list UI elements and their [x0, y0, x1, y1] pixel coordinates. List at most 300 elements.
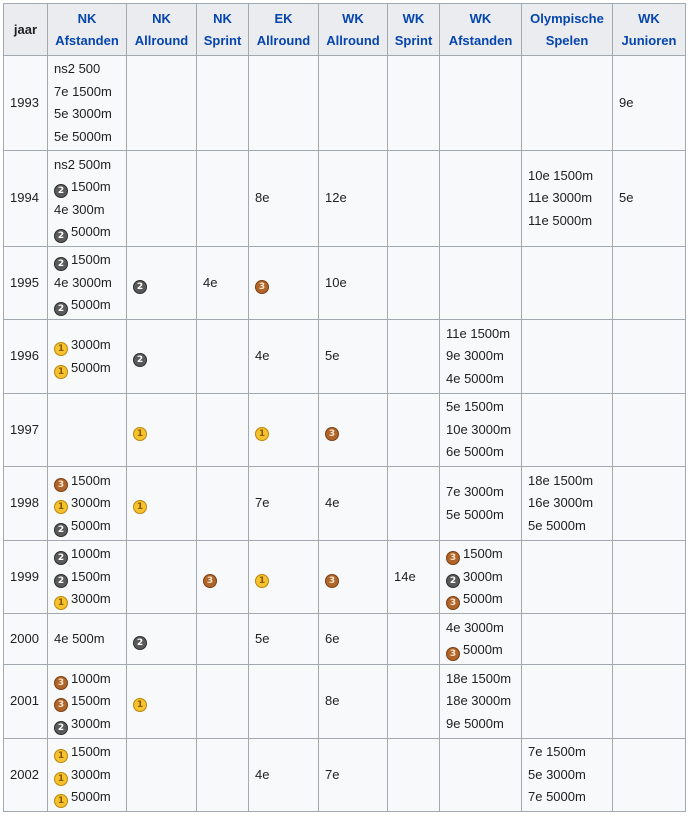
- result-text: 3000m: [463, 568, 503, 584]
- gold-medal-icon: 1: [54, 772, 68, 786]
- silver-medal-icon: 2: [54, 574, 68, 588]
- result-text: ns2 500: [54, 61, 101, 76]
- result-cell: [319, 56, 388, 151]
- result-entry: [325, 764, 381, 787]
- result-text: 7e: [325, 766, 340, 782]
- result-entry: [528, 786, 606, 809]
- result-entry: [394, 566, 433, 589]
- bronze-medal-icon: 3: [54, 676, 68, 690]
- result-cell: [440, 665, 522, 739]
- result-entry: [54, 81, 120, 104]
- header-wk-allround[interactable]: [319, 4, 388, 56]
- result-cell: [319, 614, 388, 665]
- result-cell: [440, 320, 522, 394]
- bronze-medal-icon: 3: [203, 574, 217, 588]
- bronze-medal-icon: 3: [325, 427, 339, 441]
- header-link-line2[interactable]: Afstanden: [55, 32, 119, 48]
- result-entry: [446, 617, 515, 640]
- header-link-line1[interactable]: WK: [638, 10, 660, 26]
- result-text: 5000m: [463, 642, 503, 657]
- result-text: 5e 1500m: [446, 399, 504, 415]
- result-entry: [446, 504, 515, 527]
- bronze-medal-icon: 3: [446, 647, 460, 661]
- result-entry: [255, 628, 312, 651]
- header-nk-afstanden[interactable]: [48, 4, 127, 56]
- result-cell: [197, 247, 249, 320]
- year-cell: 1993: [4, 56, 48, 151]
- result-cell: [127, 541, 197, 614]
- result-text: 8e: [255, 190, 270, 206]
- result-text: 9e 3000m: [446, 348, 504, 364]
- result-cell: [319, 247, 388, 320]
- result-cell: [249, 394, 319, 467]
- result-cell: [522, 56, 613, 151]
- result-cell: [127, 467, 197, 541]
- result-text: 8e: [325, 693, 340, 709]
- result-text: 18e 3000m: [446, 693, 512, 709]
- result-cell: [197, 665, 249, 739]
- result-cell: [613, 394, 686, 467]
- gold-medal-icon: 1: [133, 500, 147, 514]
- result-text: 6e 5000m: [446, 444, 504, 460]
- result-text: 7e 5000m: [528, 789, 586, 805]
- result-cell: [388, 614, 440, 665]
- result-entry: [133, 272, 190, 295]
- year-cell: 1995: [4, 247, 48, 320]
- result-cell: [388, 247, 440, 320]
- header-link-line2[interactable]: Allround: [134, 32, 189, 48]
- header-wk-afstanden[interactable]: [440, 4, 522, 56]
- result-text: 5e 5000m: [54, 128, 112, 144]
- result-cell: [522, 467, 613, 541]
- header-link-line2[interactable]: Sprint: [203, 32, 242, 48]
- result-entry: [255, 187, 312, 210]
- result-cell: [319, 739, 388, 812]
- result-text: 11e 5000m: [528, 212, 593, 228]
- result-entry: [528, 764, 606, 787]
- result-cell: [249, 541, 319, 614]
- year-cell: 2002: [4, 739, 48, 812]
- silver-medal-icon: 2: [54, 302, 68, 316]
- result-cell: [319, 541, 388, 614]
- result-entry: [446, 481, 515, 504]
- result-text: 5e: [325, 348, 340, 364]
- result-cell: [127, 247, 197, 320]
- header-nk-sprint[interactable]: [197, 4, 249, 56]
- result-cell: [48, 320, 127, 394]
- result-entry: [446, 639, 515, 662]
- result-entry: [325, 187, 381, 210]
- result-text: 3000m: [71, 337, 111, 352]
- result-cell: [249, 320, 319, 394]
- gold-medal-icon: 1: [255, 574, 269, 588]
- result-entry: [446, 588, 515, 611]
- result-text: 1500m: [71, 179, 111, 194]
- bronze-medal-icon: 3: [446, 551, 460, 565]
- result-entry: [446, 396, 515, 419]
- table-row: [4, 541, 686, 614]
- result-entry: [446, 419, 515, 442]
- result-cell: [319, 320, 388, 394]
- result-cell: [388, 541, 440, 614]
- result-cell: [440, 541, 522, 614]
- result-cell: [249, 665, 319, 739]
- result-text: 3000m: [71, 715, 111, 731]
- result-entry: [133, 492, 190, 515]
- result-cell: [197, 320, 249, 394]
- gold-medal-icon: 1: [255, 427, 269, 441]
- result-entry: [528, 187, 606, 210]
- result-cell: [388, 467, 440, 541]
- result-cell: [440, 151, 522, 247]
- result-text: 5000m: [71, 789, 111, 805]
- silver-medal-icon: 2: [133, 280, 147, 294]
- result-entry: [54, 668, 120, 691]
- header-link-line2[interactable]: Sprint: [394, 32, 433, 48]
- result-entry: [54, 786, 120, 809]
- result-text: 6e: [325, 630, 340, 646]
- result-entry: [133, 419, 190, 442]
- result-cell: [319, 467, 388, 541]
- header-link-line2[interactable]: Spelen: [545, 32, 589, 48]
- result-entry: [325, 272, 381, 295]
- silver-medal-icon: 2: [54, 523, 68, 537]
- gold-medal-icon: 1: [133, 427, 147, 441]
- result-entry: [54, 713, 120, 736]
- result-text: 1000m: [71, 546, 111, 562]
- silver-medal-icon: 2: [54, 551, 68, 565]
- result-text: 9e 5000m: [446, 715, 504, 731]
- result-entry: [325, 492, 381, 515]
- gold-medal-icon: 1: [133, 698, 147, 712]
- result-entry: [203, 272, 242, 295]
- result-cell: [388, 56, 440, 151]
- result-text: 12e: [325, 190, 347, 206]
- result-cell: [197, 614, 249, 665]
- result-entry: [446, 543, 515, 566]
- result-cell: [388, 665, 440, 739]
- result-text: 5e 3000m: [528, 766, 586, 782]
- silver-medal-icon: 2: [133, 636, 147, 650]
- result-text: 5e: [255, 630, 270, 646]
- result-cell: [48, 151, 127, 247]
- result-entry: [54, 294, 120, 317]
- result-cell: [249, 739, 319, 812]
- year-cell: 1997: [4, 394, 48, 467]
- result-cell: [522, 151, 613, 247]
- result-text: 5000m: [71, 359, 111, 375]
- result-cell: [388, 320, 440, 394]
- result-cell: [522, 320, 613, 394]
- result-entry: [54, 543, 120, 566]
- result-entry: [133, 690, 190, 713]
- result-text: 1500m: [71, 693, 111, 709]
- result-entry: [54, 515, 120, 538]
- result-entry: [54, 470, 120, 493]
- result-entry: [255, 419, 312, 442]
- result-entry: [255, 566, 312, 589]
- result-cell: [613, 320, 686, 394]
- header-link-line1[interactable]: WK: [469, 10, 492, 26]
- result-cell: [48, 665, 127, 739]
- silver-medal-icon: 2: [446, 574, 460, 588]
- result-cell: [522, 614, 613, 665]
- result-entry: [446, 345, 515, 368]
- result-text: 4e 5000m: [446, 370, 504, 386]
- result-text: 7e 1500m: [528, 744, 586, 760]
- table-row: [4, 665, 686, 739]
- result-entry: [528, 165, 606, 188]
- result-entry: [255, 272, 312, 295]
- result-cell: [522, 394, 613, 467]
- result-entry: [54, 588, 120, 611]
- result-cell: [197, 56, 249, 151]
- header-wk-junioren[interactable]: [613, 4, 686, 56]
- result-entry: [446, 323, 515, 346]
- result-entry: [203, 566, 242, 589]
- result-entry: [54, 176, 120, 199]
- result-cell: [522, 541, 613, 614]
- header-link-line1[interactable]: NK: [152, 10, 171, 26]
- result-entry: [54, 628, 120, 651]
- result-text: 1500m: [71, 568, 111, 584]
- year-cell: 1999: [4, 541, 48, 614]
- silver-medal-icon: 2: [133, 353, 147, 367]
- result-text: 5000m: [71, 517, 111, 533]
- result-cell: [127, 320, 197, 394]
- table-row: [4, 614, 686, 665]
- result-cell: [197, 739, 249, 812]
- result-entry: [54, 272, 120, 295]
- header-link-line2[interactable]: Junioren: [621, 32, 677, 48]
- result-text: 11e 1500m: [446, 325, 511, 341]
- result-cell: [48, 394, 127, 467]
- header-wk-sprint[interactable]: [388, 4, 440, 56]
- header-link-line1[interactable]: Olympische: [530, 10, 604, 26]
- result-cell: [48, 56, 127, 151]
- gold-medal-icon: 1: [54, 342, 68, 356]
- header-olympische-spelen[interactable]: [522, 4, 613, 56]
- result-cell: [127, 614, 197, 665]
- result-cell: [48, 467, 127, 541]
- result-cell: [613, 56, 686, 151]
- header-jaar: [4, 4, 48, 56]
- result-text: 3000m: [71, 591, 111, 607]
- result-text: 1500m: [71, 744, 111, 760]
- result-text: 7e: [255, 495, 270, 511]
- result-entry: [54, 103, 120, 126]
- result-entry: [528, 741, 606, 764]
- header-link-line1[interactable]: EK: [274, 10, 293, 26]
- result-text: 5000m: [71, 297, 111, 313]
- result-text: 5000m: [71, 224, 111, 239]
- year-cell: 1994: [4, 151, 48, 247]
- result-cell: [127, 665, 197, 739]
- result-entry: [54, 126, 120, 149]
- result-entry: [133, 345, 190, 368]
- header-ek-allround[interactable]: [249, 4, 319, 56]
- header-link-line2[interactable]: Allround: [256, 32, 311, 48]
- header-link-line2[interactable]: Allround: [326, 32, 380, 48]
- result-cell: [613, 665, 686, 739]
- result-entry: [446, 713, 515, 736]
- table-row: [4, 56, 686, 151]
- result-entry: [528, 210, 606, 233]
- result-text: 10e 1500m: [528, 167, 594, 183]
- result-text: 5000m: [463, 591, 503, 607]
- result-cell: [613, 247, 686, 320]
- table-row: [4, 394, 686, 467]
- result-entry: [325, 628, 381, 651]
- result-entry: [54, 690, 120, 713]
- header-link-line2[interactable]: Afstanden: [448, 32, 513, 48]
- result-entry: [446, 566, 515, 589]
- bronze-medal-icon: 3: [54, 478, 68, 492]
- result-cell: [48, 614, 127, 665]
- result-entry: [325, 566, 381, 589]
- result-entry: [54, 741, 120, 764]
- result-entry: [54, 334, 120, 357]
- table-row: [4, 320, 686, 394]
- table-row: [4, 247, 686, 320]
- result-entry: [446, 690, 515, 713]
- header-link-line1[interactable]: NK: [213, 10, 232, 26]
- result-text: 14e: [394, 568, 416, 584]
- result-entry: [54, 249, 120, 272]
- result-text: 1500m: [463, 546, 503, 562]
- result-text: 4e: [255, 348, 270, 364]
- bronze-medal-icon: 3: [255, 280, 269, 294]
- header-nk-allround[interactable]: [127, 4, 197, 56]
- result-text: 9e: [619, 94, 634, 110]
- result-entry: [528, 470, 606, 493]
- result-text: 4e 500m: [54, 630, 105, 646]
- result-cell: [440, 614, 522, 665]
- result-cell: [319, 665, 388, 739]
- result-text: 18e 1500m: [528, 472, 594, 488]
- result-entry: [54, 154, 120, 177]
- result-text: 7e 3000m: [446, 484, 504, 499]
- header-jaar-label: jaar: [13, 21, 38, 37]
- result-cell: [197, 394, 249, 467]
- result-text: 1500m: [71, 252, 111, 268]
- gold-medal-icon: 1: [54, 365, 68, 379]
- result-entry: [54, 58, 120, 81]
- result-entry: [325, 690, 381, 713]
- result-entry: [255, 764, 312, 787]
- result-text: 5e 3000m: [54, 106, 112, 121]
- result-text: 4e: [255, 766, 270, 782]
- result-cell: [613, 739, 686, 812]
- header-link-line1[interactable]: WK: [342, 10, 364, 26]
- gold-medal-icon: 1: [54, 749, 68, 763]
- result-cell: [440, 247, 522, 320]
- result-entry: [446, 668, 515, 691]
- result-cell: [197, 541, 249, 614]
- table-row: [4, 739, 686, 812]
- result-cell: [613, 151, 686, 247]
- result-entry: [325, 345, 381, 368]
- result-text: 10e 3000m: [446, 421, 512, 437]
- year-cell: 2000: [4, 614, 48, 665]
- result-entry: [133, 628, 190, 651]
- silver-medal-icon: 2: [54, 184, 68, 198]
- result-cell: [249, 151, 319, 247]
- result-cell: [613, 541, 686, 614]
- result-entry: [255, 345, 312, 368]
- result-cell: [249, 614, 319, 665]
- result-cell: [48, 247, 127, 320]
- result-entry: [54, 221, 120, 244]
- result-text: 7e 1500m: [54, 83, 112, 99]
- result-cell: [440, 394, 522, 467]
- result-text: 11e 3000m: [528, 190, 593, 206]
- result-text: 4e 3000m: [54, 274, 112, 290]
- result-cell: [249, 56, 319, 151]
- result-cell: [48, 541, 127, 614]
- result-text: 4e 300m: [54, 201, 105, 217]
- result-cell: [388, 151, 440, 247]
- result-entry: [255, 492, 312, 515]
- result-entry: [446, 441, 515, 464]
- silver-medal-icon: 2: [54, 229, 68, 243]
- table-row: [4, 151, 686, 247]
- table-body: [4, 56, 686, 812]
- result-text: 3000m: [71, 495, 111, 511]
- result-text: 3000m: [71, 766, 111, 782]
- result-cell: [127, 394, 197, 467]
- result-cell: [522, 665, 613, 739]
- result-cell: [249, 467, 319, 541]
- header-row: [4, 4, 686, 56]
- result-text: 16e 3000m: [528, 495, 594, 511]
- result-cell: [319, 394, 388, 467]
- result-entry: [54, 566, 120, 589]
- result-text: ns2 500m: [54, 156, 112, 172]
- result-cell: [522, 247, 613, 320]
- bronze-medal-icon: 3: [446, 596, 460, 610]
- result-cell: [48, 739, 127, 812]
- result-text: 1500m: [71, 472, 111, 488]
- result-cell: [127, 56, 197, 151]
- bronze-medal-icon: 3: [325, 574, 339, 588]
- result-entry: [619, 92, 679, 115]
- result-text: 5e 5000m: [446, 506, 504, 522]
- gold-medal-icon: 1: [54, 500, 68, 514]
- result-entry: [619, 187, 679, 210]
- result-cell: [440, 56, 522, 151]
- silver-medal-icon: 2: [54, 257, 68, 271]
- result-cell: [440, 467, 522, 541]
- year-cell: 1996: [4, 320, 48, 394]
- result-entry: [54, 199, 120, 222]
- result-entry: [54, 492, 120, 515]
- result-text: 4e: [203, 274, 218, 290]
- year-cell: 2001: [4, 665, 48, 739]
- result-entry: [446, 368, 515, 391]
- header-link-line1[interactable]: NK: [77, 10, 97, 26]
- result-cell: [613, 467, 686, 541]
- result-text: 5e: [619, 190, 634, 206]
- result-cell: [440, 739, 522, 812]
- result-entry: [528, 492, 606, 515]
- header-link-line1[interactable]: WK: [402, 10, 425, 26]
- result-entry: [528, 515, 606, 538]
- result-text: 5e 5000m: [528, 517, 586, 533]
- results-table: [3, 3, 686, 812]
- result-text: 1000m: [71, 670, 111, 686]
- bronze-medal-icon: 3: [54, 698, 68, 712]
